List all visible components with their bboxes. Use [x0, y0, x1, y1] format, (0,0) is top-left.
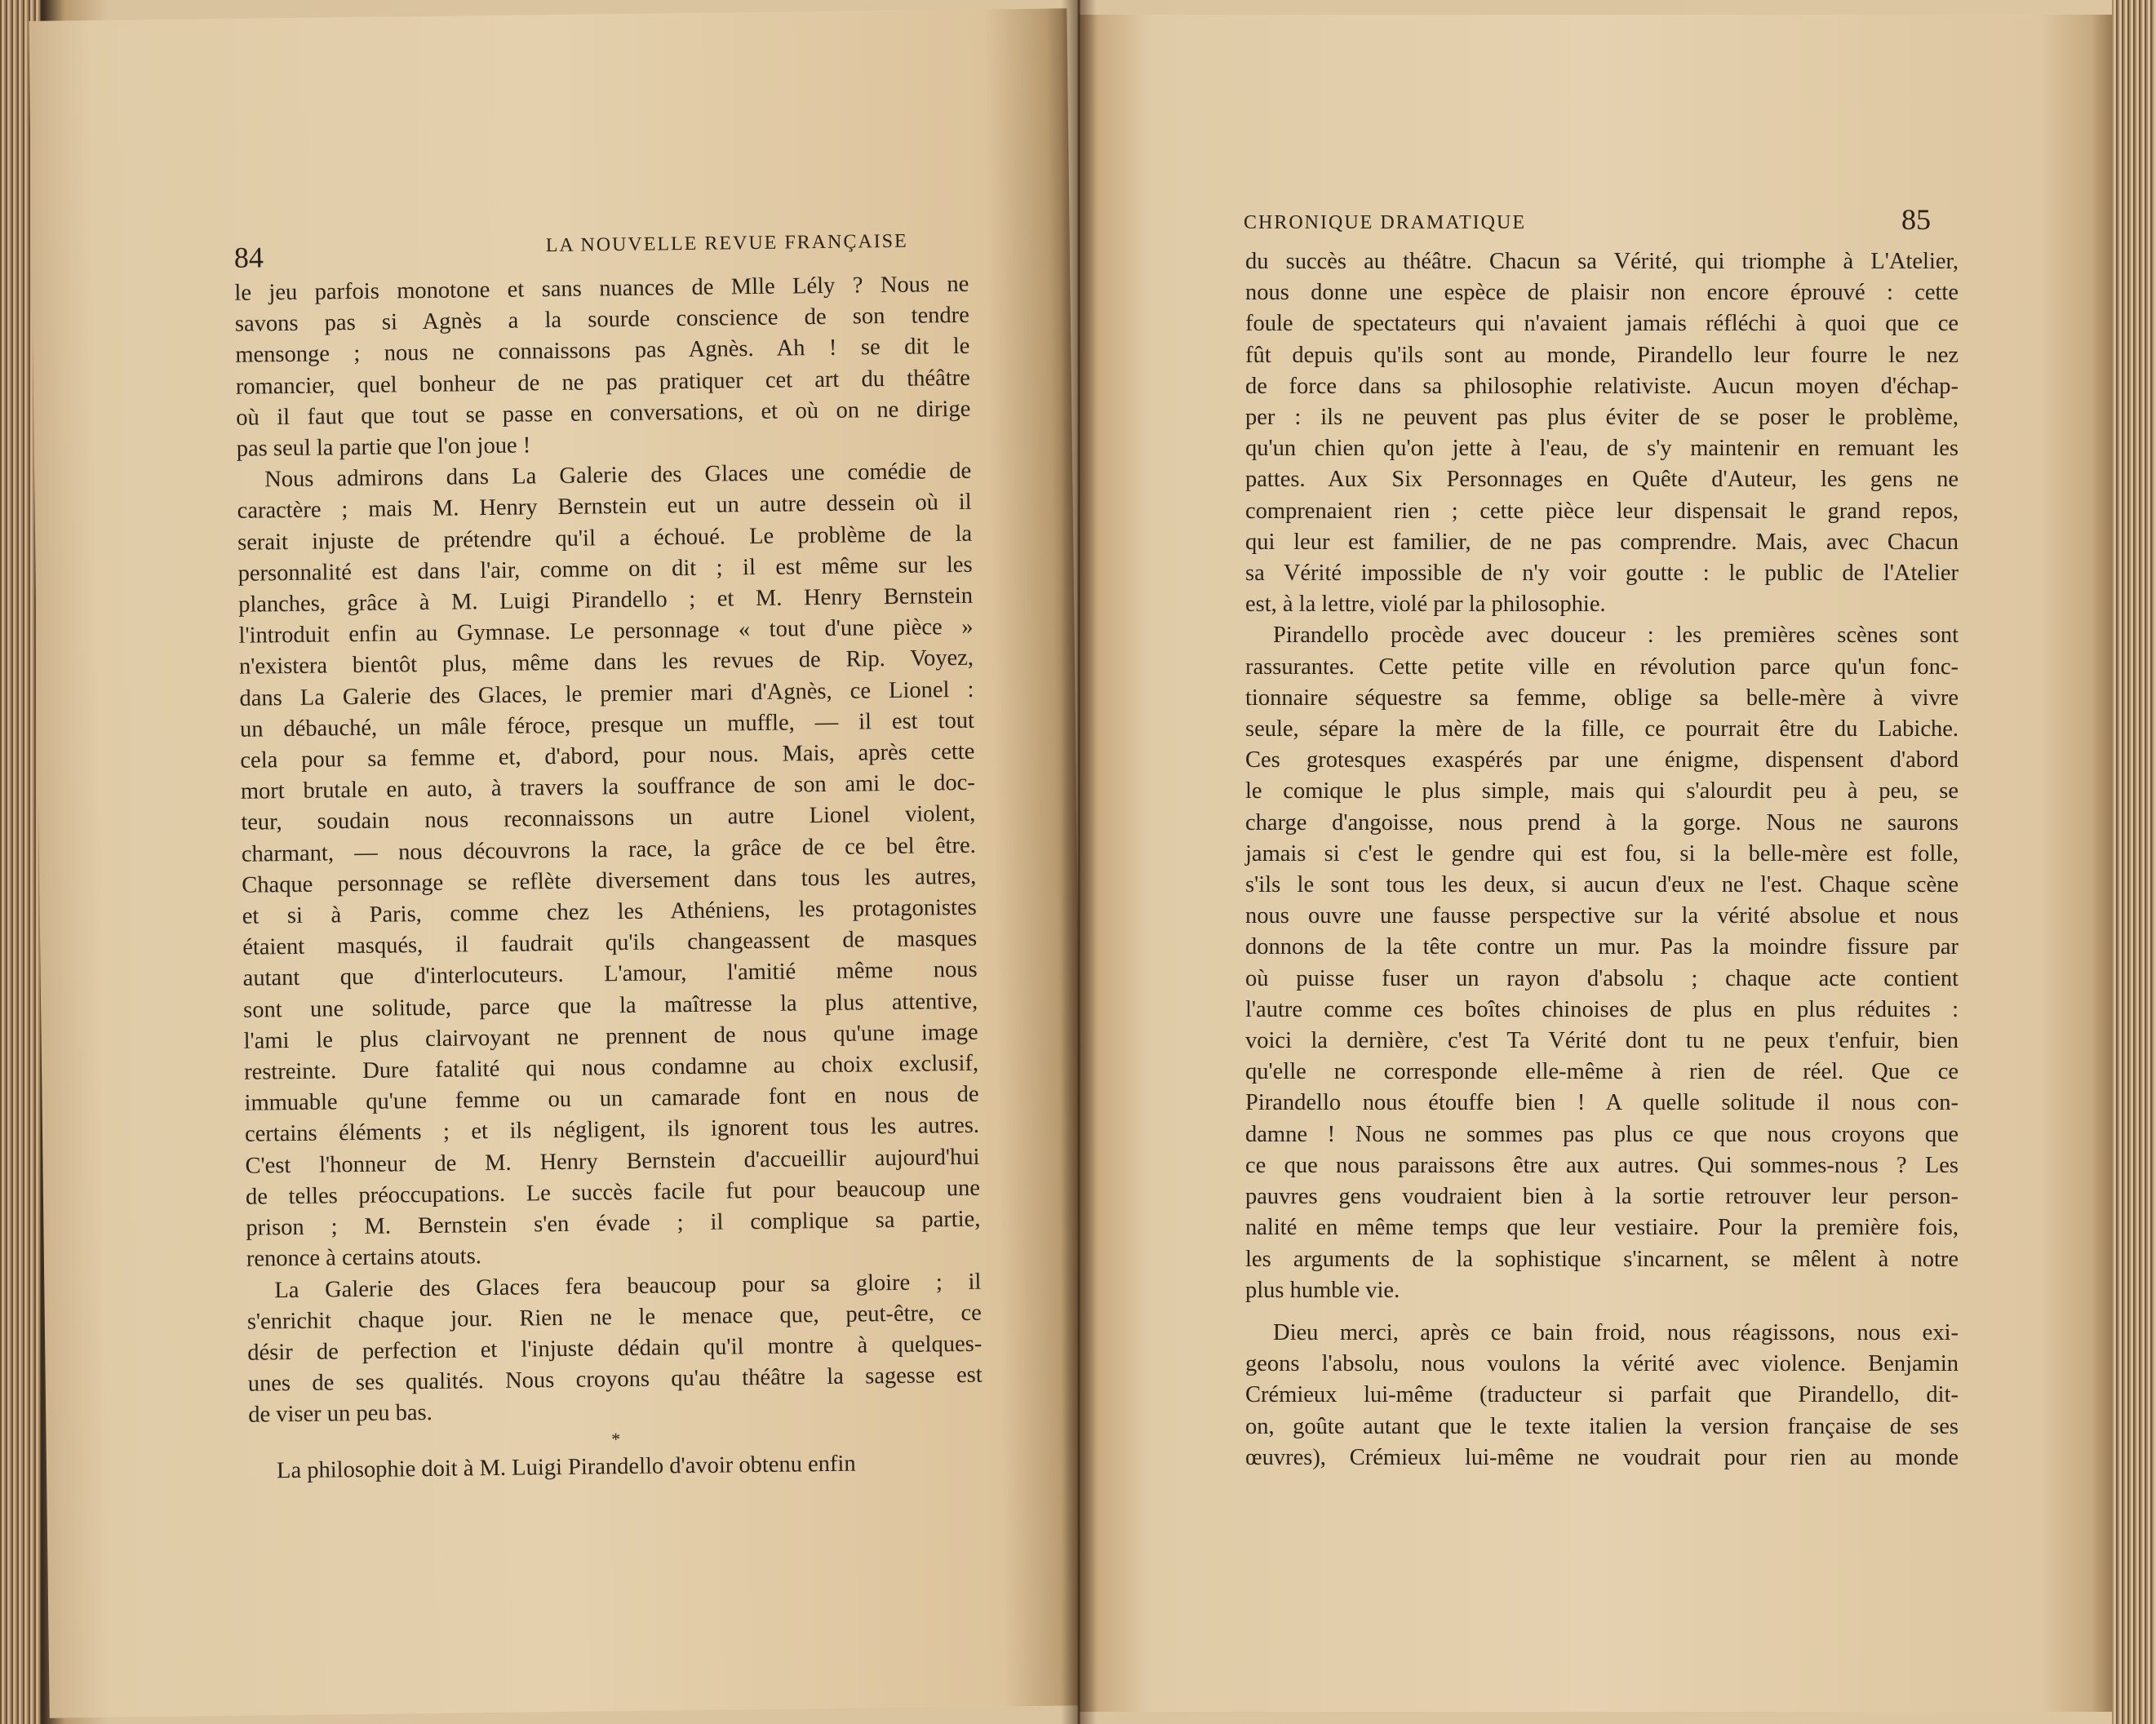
section-separator: * — [610, 1428, 621, 1449]
text-line: désir de perfection et l'injuste dédain qu'il montre à quelques- — [247, 1331, 983, 1366]
text-line: sont une solitude, parce que la maîtresse la plus attentive, — [242, 988, 978, 1023]
text-line: Nous admirons dans La Galerie des Glaces une comédie de — [264, 459, 972, 493]
left-page — [29, 8, 1087, 1717]
text-line: où puisse fuser un rayon d'absolu ; chaque acte contient — [1245, 965, 1959, 991]
right-page — [1079, 15, 2112, 1712]
text-line: mensonge ; nous ne connaissons pas Agnès. Ah ! se dit le — [235, 334, 970, 369]
text-line: un débauché, un mâle féroce, presque un muffle, — il est tout — [239, 707, 975, 742]
text-line: serait injuste de prétendre qu'il a échoué. Le problème de la — [237, 521, 973, 556]
text-line: de force dans sa philosophie relativiste. Aucun moyen d'échap- — [1245, 373, 1959, 399]
text-line: nous ouvre une fausse perspective sur la vérité absolue et nous — [1245, 903, 1959, 929]
text-line: œuvres), Crémieux lui-même ne voudrait pour rien au monde — [1245, 1444, 1959, 1470]
text-line: le jeu parfois monotone et sans nuances de Mlle Lély ? Nous ne — [234, 271, 969, 306]
text-line: l'introduit enfin au Gymnase. Le personnage « tout d'une pièce » — [238, 614, 974, 649]
text-line: qui leur est familier, de ne pas comprendre. Mais, avec Chacun — [1245, 529, 1959, 555]
text-line: jamais si c'est le gendre qui est fou, si la belle-mère est folle, — [1245, 840, 1959, 866]
right-running-title: CHRONIQUE DRAMATIQUE — [1244, 212, 1526, 233]
text-line: renonce à certains atouts. — [246, 1243, 482, 1272]
text-line: pas seul la partie que l'on joue ! — [236, 432, 531, 462]
text-line: comprenaient rien ; cette pièce leur dispensait le grand repos, — [1245, 498, 1959, 524]
text-line: tionnaire séquestre sa femme, oblige sa belle-mère à vivre — [1245, 685, 1959, 711]
text-line: Pirandello nous étouffe bien ! A quelle solitude il nous con- — [1245, 1090, 1959, 1116]
text-line: seule, sépare la mère de la fille, ce pourrait être du Labiche. — [1245, 716, 1959, 742]
left-text-column — [234, 269, 983, 1487]
text-line: pauvres gens voudraient bien à la sortie retrouver leur person- — [1245, 1184, 1959, 1210]
text-line: n'existera bientôt plus, même dans les revues de Rip. Voyez, — [238, 645, 974, 680]
text-line: est, à la lettre, violé par la philosophie. — [1245, 592, 1606, 618]
text-line: cela pour sa femme et, d'abord, pour nous. Mais, après cette — [240, 738, 975, 773]
text-line: planches, grâce à M. Luigi Pirandello ; et M. Henry Bernstein — [237, 583, 974, 618]
text-line: per : ils ne peuvent pas plus éviter de se poser le problème, — [1245, 405, 1959, 431]
text-line: caractère ; mais M. Henry Bernstein eut un autre dessein où il — [237, 490, 972, 525]
text-line: donnons de la tête contre un mur. Pas la moindre fissure par — [1245, 934, 1959, 960]
text-line: s'ils le sont tous les deux, si aucun d'eux ne l'est. Chaque scène — [1245, 872, 1959, 898]
text-line: La Galerie des Glaces fera beaucoup pour sa gloire ; il — [274, 1269, 982, 1303]
text-line: on, goûte autant que le texte italien la version française de ses — [1245, 1413, 1959, 1439]
text-line: La philosophie doit à M. Luigi Pirandello d'avoir obtenu enfin — [276, 1451, 856, 1483]
text-line: rassurantes. Cette petite ville en révolution parce qu'un fonc- — [1245, 654, 1959, 680]
text-line: voici la dernière, c'est Ta Vérité dont tu ne peux t'enfuir, bien — [1245, 1028, 1959, 1054]
text-line: et si à Paris, comme chez les Athéniens, les protagonistes — [242, 894, 977, 929]
text-line: qu'elle ne corresponde elle-même à rien de réel. Que ce — [1245, 1059, 1959, 1085]
text-line: C'est l'honneur de M. Henry Bernstein d'accueillir aujourd'hui — [245, 1144, 980, 1179]
text-line: geons l'absolu, nous voulons la vérité avec violence. Benjamin — [1245, 1351, 1959, 1377]
text-line: de telles préoccupations. Le succès facile fut pour beaucoup une — [245, 1175, 981, 1210]
text-line: plus humble vie. — [1245, 1277, 1400, 1303]
text-line: damne ! Nous ne sommes pas plus ce que nous croyons que — [1245, 1121, 1959, 1147]
text-line: le comique le plus simple, mais qui s'alourdit peu à peu, se — [1245, 778, 1959, 804]
text-line: certains éléments ; et ils négligent, ils ignorent tous les autres. — [244, 1113, 980, 1148]
text-line: sa Vérité impossible de n'y voir goutte : le public de l'Atelier — [1245, 561, 1959, 587]
right-page-edges — [2112, 0, 2156, 1724]
text-line: Crémieux lui-même (traducteur si parfait que Pirandello, dit- — [1245, 1382, 1959, 1408]
text-line: où il faut que tout se passe en conversations, et où on ne dirige — [236, 396, 971, 431]
text-line: teur, soudain nous reconnaissons un autre Lionel violent, — [241, 801, 976, 836]
text-line: charge d'angoisse, nous prend à la gorge. Nous ne saurons — [1245, 809, 1959, 835]
text-line: ce que nous paraissons être aux autres. Qui sommes-nous ? Les — [1245, 1152, 1959, 1178]
text-line: savons pas si Agnès a la sourde conscience de son tendre — [234, 302, 970, 337]
text-line: du succès au théâtre. Chacun sa Vérité, qui triomphe à L'Atelier, — [1245, 249, 1959, 274]
text-line: dans La Galerie des Glaces, le premier mari d'Agnès, ce Lionel : — [239, 676, 974, 711]
text-line: fût depuis qu'ils sont au monde, Pirandello leur fourre le nez — [1245, 342, 1959, 368]
text-line: nous donne une espèce de plaisir non encore éprouvé : cette — [1245, 280, 1959, 306]
text-line: qu'un chien qu'on jette à l'eau, de s'y maintenir en remuant les — [1245, 436, 1959, 462]
left-running-title: LA NOUVELLE REVUE FRANÇAISE — [545, 230, 908, 257]
text-line: foule de spectateurs qui n'avaient jamais réfléchi à quoi que ce — [1245, 311, 1959, 337]
text-line: l'ami le plus clairvoyant ne prennent de nous qu'une image — [243, 1019, 978, 1054]
text-line: autant que d'interlocuteurs. L'amour, l'amitié même nous — [242, 957, 978, 992]
left-folio: 84 — [233, 241, 264, 274]
text-line: nalité en même temps que leur vestiaire. Pour la première fois, — [1245, 1215, 1959, 1241]
text-line: immuable qu'une femme ou un camarade font en nous de — [244, 1082, 979, 1116]
text-line: Ces grotesques exaspérés par une énigme, dispensent d'abord — [1245, 747, 1959, 773]
text-line: l'autre comme ces boîtes chinoises de plus en plus réduites : — [1245, 996, 1959, 1022]
text-line: personnalité est dans l'air, comme on dit ; il est même sur les — [237, 552, 973, 587]
text-line: Pirandello procède avec douceur : les premières scènes sont — [1273, 623, 1959, 649]
text-line: prison ; M. Bernstein s'en évade ; il complique sa partie, — [246, 1206, 981, 1241]
right-folio: 85 — [1901, 203, 1931, 236]
text-line: restreinte. Dure fatalité qui nous condamne au choix exclusif, — [243, 1050, 979, 1085]
text-line: charmant, — nous découvrons la race, la grâce de ce bel être. — [241, 832, 976, 867]
text-line: romancier, quel bonheur de ne pas pratiquer cet art du théâtre — [235, 365, 970, 400]
text-line: mort brutale en auto, à travers la souffrance de son ami le doc- — [240, 770, 976, 804]
text-line: les arguments de la sophistique s'incarnent, se mêlent à notre — [1245, 1246, 1959, 1272]
right-text-column — [1245, 246, 1959, 1474]
text-line: Chaque personnage se reflète diversement dans tous les autres, — [242, 863, 977, 898]
text-line: unes de ses qualités. Nous croyons qu'au théâtre la sagesse est — [247, 1362, 983, 1397]
text-line: pattes. Aux Six Personnages en Quête d'Auteur, les gens ne — [1245, 467, 1959, 493]
text-line: Dieu merci, après ce bain froid, nous réagissons, nous exi- — [1273, 1319, 1959, 1345]
text-line: étaient masqués, il faudrait qu'ils changeassent de masques — [242, 926, 978, 960]
book-gutter — [1061, 0, 1097, 1724]
text-line: s'enrichit chaque jour. Rien ne le menace que, peut-être, ce — [246, 1300, 982, 1335]
text-line: de viser un peu bas. — [248, 1400, 433, 1429]
